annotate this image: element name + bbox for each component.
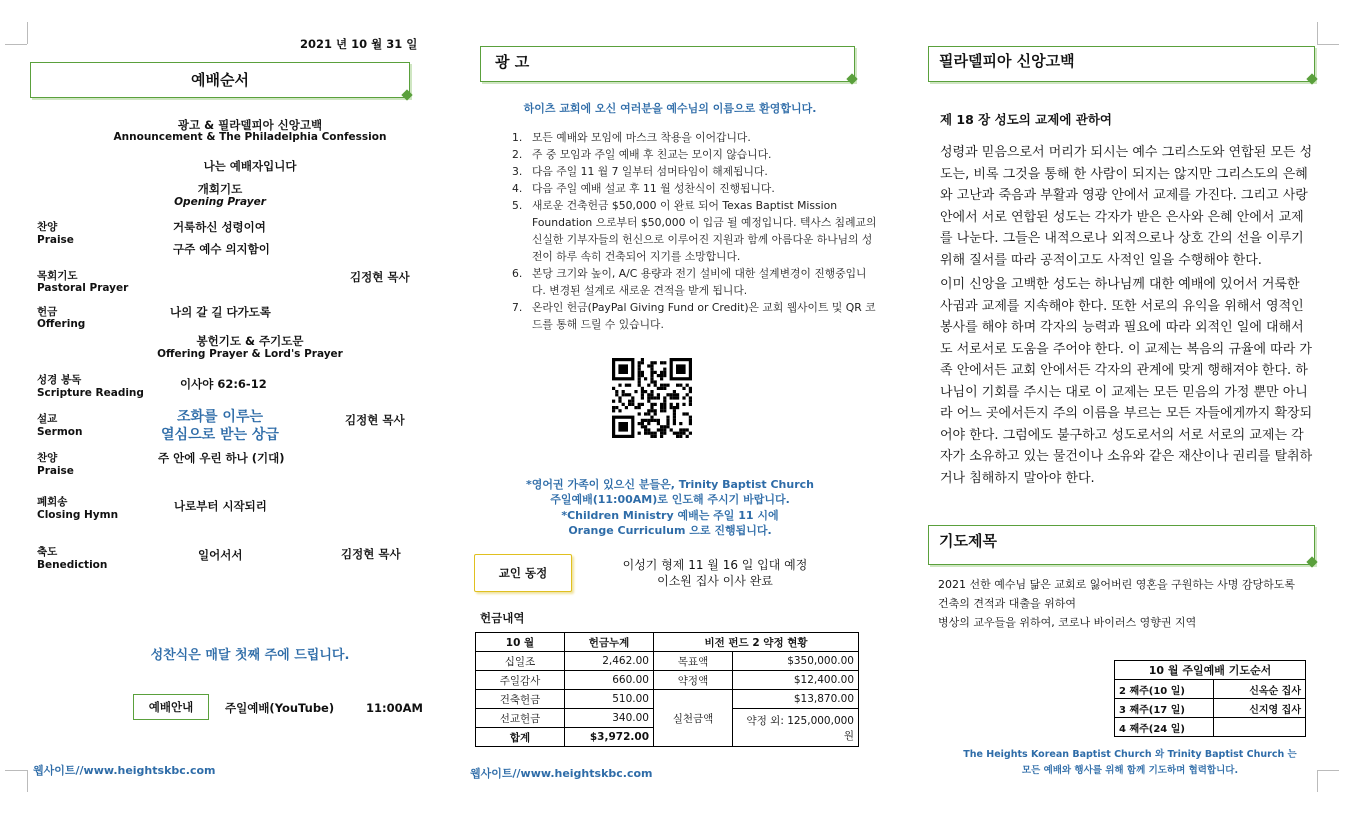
cell-total-label: 합계: [476, 728, 565, 747]
benediction-leader: 김정현 목사: [341, 547, 401, 561]
children-note-1: *Children Ministry 예배는 주일 11 시에: [561, 509, 779, 522]
intro-kr: 광고 & 필라델피아 신앙고백: [177, 118, 323, 132]
cell-name: 십일조: [476, 652, 565, 671]
sermon-preacher: 김정현 목사: [345, 413, 405, 427]
crop-mark: [1317, 22, 1318, 44]
member-news-2: 이소원 집사 이사 완료: [657, 574, 773, 588]
scripture-passage: 이사야 62:6-12: [180, 377, 267, 391]
cell-pledge-label: 약정액: [654, 671, 733, 690]
pastoral-prayer-label-en: Pastoral Prayer: [37, 282, 129, 294]
offering-table: [475, 632, 859, 747]
service-name: 주일예배(YouTube): [225, 701, 335, 715]
cell-goal-label: 목표액: [654, 652, 733, 671]
worship-order-header: [30, 62, 410, 98]
item-number: 6.: [512, 267, 523, 280]
prayer-item-2: 건축의 견적과 대출을 위하여: [938, 597, 1077, 610]
scripture-label-kr: 성경 봉독: [37, 374, 82, 386]
sermon-label-kr: 설교: [37, 413, 58, 425]
prayer-title: 기도제목: [939, 532, 997, 550]
confession-paragraph-2: 이미 신앙을 고백한 성도는 하나님께 대한 예배에 있어서 거룩한 사귐과 교제를 지속해야 한다. 또한 서로의 유익을 위해서 영적인 봉사를 해야 하며 각자의 능력과 필요에 따라 외적인 일에 대해서도 서로서로 도움을 주어야 한다. 이 교제는 복음의 규율에 따라 가족 안에서든 교회 안에서든 각자의 관계에 맞게 행해져야 한다. 하나님이 기회를 주시는 대로 이 교제는 모든 믿음의 가정 뿐만 아니라 어느 곳에서든지 주의 이름을 부르는 모든 자들에게까지 확장되어야 한다. 그럼에도 불구하고 성도로서의 서로 서로의 교제는 각자가 소유하고 있는 물건이나 소유와 같은 재산이나 권리를 탈취하거나 침해하지 말아야 한다.: [940, 277, 1313, 486]
benediction-label-en: Benediction: [37, 559, 108, 571]
scripture-label-en: Scripture Reading: [37, 387, 144, 399]
benediction-label-kr: 축도: [37, 546, 58, 558]
offering-label-en: Offering: [37, 318, 86, 330]
benediction-content: 일어서서: [198, 548, 243, 562]
opening-kr: 개회기도: [197, 182, 243, 196]
praise2-label-kr: 찬양: [37, 452, 58, 464]
item-number: 5.: [512, 199, 523, 212]
confession-title: 필라델피아 신앙고백: [939, 52, 1075, 70]
table-row: [1115, 661, 1306, 680]
cell-name: 신옥순 집사: [1214, 680, 1306, 699]
th-vision: 비전 펀드 2 약정 현황: [654, 633, 859, 652]
intro-en: Announcement & The Philadelphia Confession: [113, 131, 387, 143]
item-text: 다음 주일 11 월 7 일부터 섬머타임이 해제됩니다.: [532, 165, 768, 178]
list-item: [512, 197, 882, 265]
prayer-table-title: 10 월 주일예배 기도순서: [1115, 661, 1306, 680]
item-number: 4.: [512, 182, 523, 195]
item-number: 1.: [512, 131, 523, 144]
prayer-item-1: 2021 선한 예수님 닮은 교회로 잃어버린 영혼을 구원하는 사명 감당하도록: [938, 578, 1295, 591]
partnership-note-2: 모든 예배와 행사를 위해 함께 기도하며 협력합니다.: [1021, 765, 1239, 776]
cell-actual-label: 실천금액: [654, 690, 733, 747]
offering-song: 나의 갈 길 다가도록: [170, 305, 271, 319]
item-text: 본당 크기와 높이, A/C 용량과 전기 설비에 대한 설계변경이 진행중입니다. 변경된 설계로 새로운 견적을 받게 됩니다.: [532, 267, 867, 297]
bulletin-date: 2021 년 10 월 31 일: [300, 37, 418, 51]
praise-label-en: Praise: [37, 234, 74, 246]
crop-mark: [5, 44, 27, 45]
cell-actual-extra: 약정 외: 125,000,000 원: [733, 709, 859, 747]
english-note-1: *영어권 가족이 있으신 분들은, Trinity Baptist Church: [526, 478, 814, 491]
crop-mark: [27, 770, 28, 792]
qr-code-icon[interactable]: [612, 350, 692, 446]
confession-header: [928, 46, 1315, 82]
prayer-item-3: 병상의 교우들을 위하여, 코로나 바이러스 영향권 지역: [938, 616, 1197, 629]
praise2-song: 주 안에 우린 하나 (기대): [158, 451, 285, 465]
offering-prayer-kr: 봉헌기도 & 주기도문: [196, 334, 304, 348]
item-number: 7.: [512, 301, 523, 314]
website-link-middle[interactable]: 웹사이트//www.heightskbc.com: [470, 767, 653, 780]
praise-label-kr: 찬양: [37, 221, 58, 233]
cell-total-amount: $3,972.00: [565, 728, 654, 747]
cell-amount: 660.00: [565, 671, 654, 690]
confession-chapter: 제 18 장 성도의 교제에 관하여: [940, 112, 1112, 127]
table-row: [1115, 718, 1306, 737]
cell-week: 2 째주(10 일): [1115, 680, 1214, 699]
cell-name: 주일감사: [476, 671, 565, 690]
praise2-label-en: Praise: [37, 465, 74, 477]
table-row: [1115, 699, 1306, 718]
cell-amount: 2,462.00: [565, 652, 654, 671]
announcement-list: [512, 129, 882, 333]
qr-code-graphic: [612, 350, 692, 446]
table-row: [1115, 680, 1306, 699]
offering-label-kr: 헌금: [37, 306, 58, 318]
closing-hymn-label-kr: 폐회송: [37, 496, 68, 508]
crop-mark: [1317, 44, 1339, 45]
sermon-title-1: 조화를 이루는: [176, 409, 264, 425]
praise-song-1: 거룩하신 성령이여: [173, 220, 266, 234]
sermon-label-en: Sermon: [37, 426, 83, 438]
cell-actual-amount: $13,870.00: [733, 690, 859, 709]
praise-song-2: 구주 예수 의지함이: [173, 242, 270, 256]
ads-header: [480, 46, 855, 82]
english-note-2: 주일예배(11:00AM)로 인도해 주시기 바랍니다.: [550, 493, 790, 506]
table-row: [476, 690, 859, 709]
prayer-header: [928, 525, 1315, 565]
welcome-message: 하이츠 교회에 오신 여러분을 예수님의 이름으로 환영합니다.: [523, 102, 817, 115]
member-news-badge: 교인 동정: [474, 554, 572, 592]
website-link-left[interactable]: 웹사이트//www.heightskbc.com: [33, 764, 216, 777]
cell-name: 건축헌금: [476, 690, 565, 709]
sermon-title-2: 열심으로 받는 상급: [161, 427, 279, 443]
prayer-schedule-table: [1114, 660, 1306, 737]
closing-hymn-label-en: Closing Hymn: [37, 509, 119, 521]
ads-title: 광 고: [495, 53, 530, 71]
item-text: 다음 주일 예배 설교 후 11 월 성찬식이 진행됩니다.: [532, 182, 775, 195]
children-note-2: Orange Curriculum 으로 진행됩니다.: [568, 524, 772, 537]
item-number: 2.: [512, 148, 523, 161]
item-text: 모든 예배와 모임에 마스크 착용을 이어갑니다.: [532, 131, 751, 144]
service-time: 11:00AM: [366, 701, 423, 715]
confession-paragraph-1: 성령과 믿음으로서 머리가 되시는 예수 그리스도와 연합된 모든 성도는, 비록 그것을 통해 한 사람이 되지는 않지만 그리스도의 은혜와 고난과 죽음과 부활과 영광 안에서 교제를 가진다. 그리고 사랑 안에서 서로 연합된 성도는 각자가 받은 은사와 은혜 안에서 교제를 나눈다. 그들은 내적으로나 외적으로나 상호 간의 선을 이루기 위해 질서를 따라 공적이고도 사적인 일을 수행해야 한다.: [940, 145, 1313, 268]
th-total: 헌금누계: [565, 633, 654, 652]
item-text: 새로운 건축헌금 $50,000 이 완료 되어 Texas Baptist Mission Foundation 으로부터 $50,000 이 입금 될 예정입니다. 텍사스 침례교의 신실한 기부자들의 헌신으로 이루어진 지원과 함께 아름다운 하나님의 성전이 하루 속히 건축되어 지기를 소망합니다.: [532, 199, 877, 263]
cell-goal-amount: $350,000.00: [733, 652, 859, 671]
list-item: [512, 129, 882, 146]
cell-name: 신지영 집사: [1214, 699, 1306, 718]
list-item: [512, 146, 882, 163]
member-news-1: 이성기 형제 11 월 16 일 입대 예정: [622, 558, 808, 572]
th-month: 10 월: [476, 633, 565, 652]
pastoral-prayer-label-kr: 목회기도: [37, 270, 78, 282]
table-row: [476, 671, 859, 690]
cell-name: 선교헌금: [476, 709, 565, 728]
offering-title: 헌금내역: [480, 611, 525, 625]
list-item: [512, 265, 882, 299]
table-row: [476, 652, 859, 671]
offering-prayer-en: Offering Prayer & Lord's Prayer: [157, 348, 343, 360]
list-item: [512, 299, 882, 333]
cell-amount: 340.00: [565, 709, 654, 728]
pastoral-prayer-leader: 김정현 목사: [350, 270, 410, 284]
partnership-note-1: The Heights Korean Baptist Church 와 Trinity Baptist Church 는: [963, 749, 1297, 760]
worship-guide-button[interactable]: 예배안내: [133, 694, 209, 720]
closing-hymn-song: 나로부터 시작되리: [174, 499, 267, 513]
table-row: [476, 633, 859, 652]
item-text: 주 중 모임과 주일 예배 후 친교는 모이지 않습니다.: [532, 148, 772, 161]
cell-pledge-amount: $12,400.00: [733, 671, 859, 690]
cell-name: [1214, 718, 1306, 737]
declaration: 나는 예배자입니다: [203, 159, 297, 173]
cell-amount: 510.00: [565, 690, 654, 709]
cell-week: 3 째주(17 일): [1115, 699, 1214, 718]
list-item: [512, 163, 882, 180]
cell-week: 4 째주(24 일): [1115, 718, 1214, 737]
item-text: 온라인 헌금(PayPal Giving Fund or Credit)은 교회 웹사이트 및 QR 코드를 통해 드릴 수 있습니다.: [532, 301, 876, 331]
crop-mark: [5, 770, 27, 771]
communion-note: 성찬식은 매달 첫째 주에 드립니다.: [150, 648, 350, 663]
item-number: 3.: [512, 165, 523, 178]
header-fold: [1306, 73, 1317, 84]
list-item: [512, 180, 882, 197]
header-fold: [1306, 556, 1317, 567]
opening-en: Opening Prayer: [174, 196, 266, 208]
worship-order-title: 예배순서: [191, 71, 249, 89]
crop-mark: [27, 22, 28, 44]
